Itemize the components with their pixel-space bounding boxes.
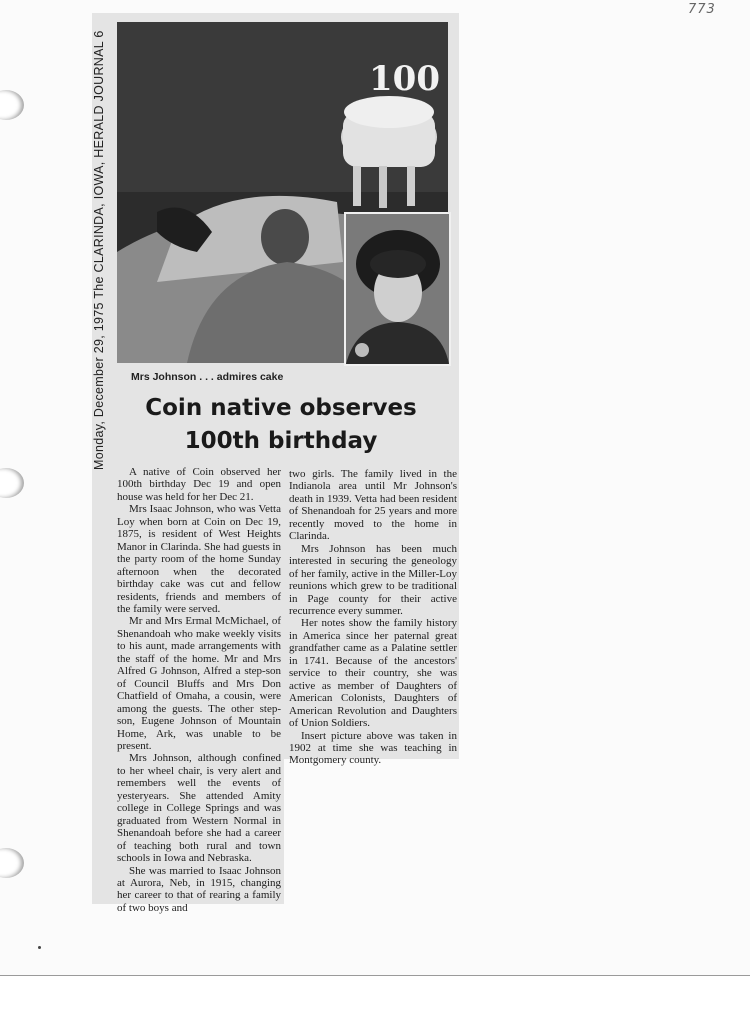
svg-text:100: 100: [369, 59, 440, 99]
article-column-2: [289, 468, 457, 767]
headline-line-2: 100th birthday: [184, 428, 378, 454]
paragraph: She was married to Isaac Johnson at Aurora, Neb, in 1915, changing her career to that of rearing a family of two boys and: [117, 864, 281, 914]
article-column-1: [117, 466, 281, 914]
newspaper-masthead: Monday, December 29, 1975 The CLARINDA, IOWA, HERALD JOURNAL 6: [92, 30, 106, 470]
article-headline: [118, 392, 444, 458]
scan-speck: [38, 946, 41, 949]
paragraph: Mrs Johnson has been much interested in securing the geneology of her family, active in the Miller-Loy reunions which grew to be traditional in Page county for their active recurrence every summer.: [289, 542, 457, 617]
headline-line-1: Coin native observes: [145, 395, 417, 421]
binder-hole-top: [0, 90, 24, 120]
photo-caption: Mrs Johnson . . . admires cake: [131, 371, 284, 383]
paragraph: Mrs Johnson, although confined to her wheel chair, is very alert and remembers well the events of yesteryears. She attended Amity college in College Springs and was graduated from Western Normal in Shenandoah before she had a career of teaching both rural and town schools in Iowa and Nebraska.: [117, 752, 281, 865]
inset-portrait-photo: [344, 212, 451, 366]
paragraph: Insert picture above was taken in 1902 at time she was teaching in Montgomery county.: [289, 729, 457, 767]
binder-hole-bottom: [0, 848, 24, 878]
paragraph: Mr and Mrs Ermal McMichael, of Shenandoah who make weekly visits to his aunt, made arrangements with the staff of the home. Mr and Mrs Alfred G Johnson, Alfred a step-son of Council Bluffs and Mrs Don Chatfield of Omaha, a cousin, were among the guests. The other step-son, Eugene Johnson of Mountain Home, Ark, was unable to be present.: [117, 615, 281, 752]
paragraph: A native of Coin observed her 100th birthday Dec 19 and open house was held for her Dec 21.: [117, 466, 281, 503]
page-number: 773: [688, 2, 716, 17]
paragraph: Her notes show the family history in America since her paternal great grandfather came as a Palatine settler in 1741. Because of the ancestors' service to their country, she was active as member of Daughters of American Colonists, Daughters of American Revolution and Daughters of Union Soldiers.: [289, 617, 457, 730]
paragraph: two girls. The family lived in the Indianola area until Mr Johnson's death in 1939. Vetta had been resident of Shenandoah for 25 years and more recently moved to the home in Clarinda.: [289, 468, 457, 543]
paragraph: Mrs Isaac Johnson, who was Vetta Loy when born at Coin on Dec 19, 1875, is resident of West Heights Manor in Clarinda. She had guests in the party room of the home Sunday afternoon when the decorated birthday cake was cut and fellow residents, friends and members of the family were served.: [117, 503, 281, 615]
binder-hole-middle: [0, 468, 24, 498]
portrait-image: [346, 214, 449, 364]
